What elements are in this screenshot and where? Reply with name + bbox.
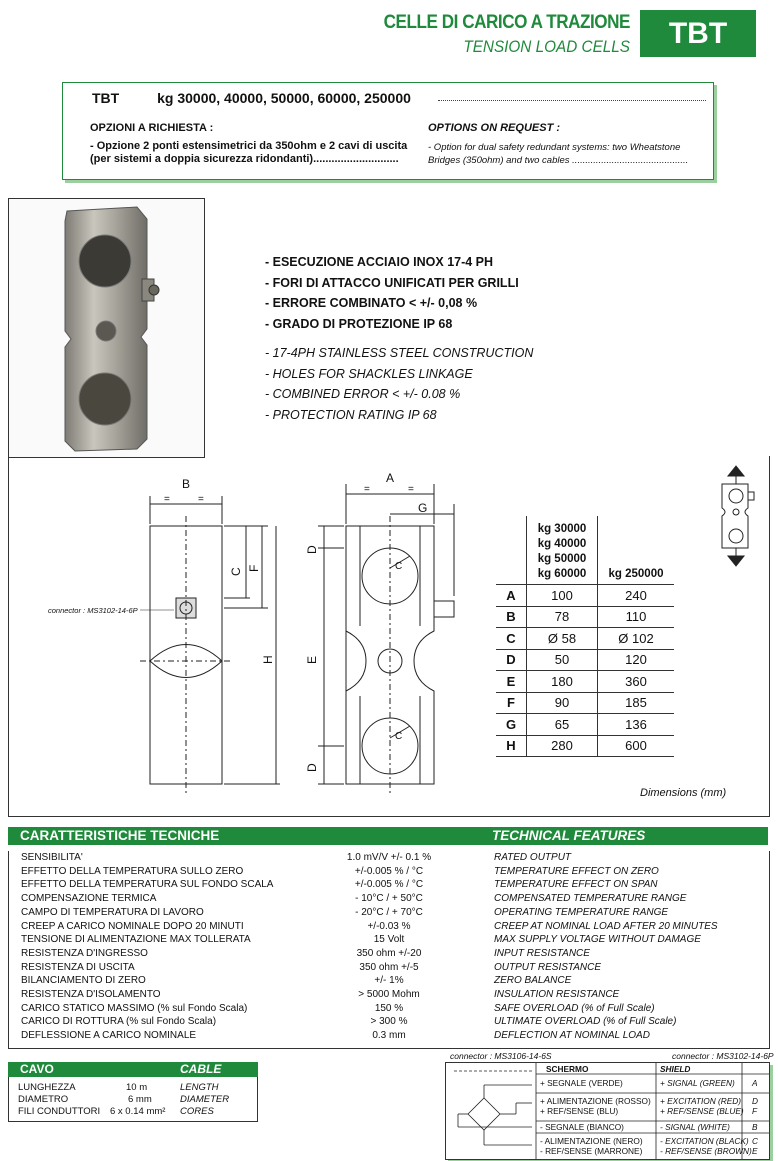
spec-label-en: TEMPERATURE EFFECT ON ZERO (494, 865, 659, 877)
spec-value: 15 Volt (373, 934, 405, 946)
spec-label-it: EFFETTO DELLA TEMPERATURA SUL FONDO SCALA (21, 879, 274, 891)
technical-table (8, 851, 770, 1049)
dim-value: 120 (598, 649, 675, 671)
spec-value: 1.0 mV/V +/- 0.1 % (346, 852, 432, 863)
wire-pin: A (752, 1078, 758, 1088)
cable-heading-it: CAVO (20, 1062, 54, 1076)
dim-row-label: F (496, 692, 527, 714)
dim-value: 78 (527, 606, 598, 628)
equal-mark: = (408, 484, 414, 495)
dim-label-c: C (395, 561, 403, 572)
spec-label-it: RESISTENZA D'INGRESSO (21, 947, 148, 959)
feature-item: - COMBINED ERROR < +/- 0.08 % (265, 387, 461, 401)
cable-heading-en: CABLE (180, 1062, 222, 1076)
spec-label-it: DEFLESSIONE A CARICO NOMINALE (21, 1030, 197, 1042)
cable-label-it: LUNGHEZZA (18, 1082, 76, 1093)
product-code-badge: TBT (640, 10, 756, 57)
options-en-heading: OPTIONS ON REQUEST : (428, 122, 561, 134)
dim-value: 136 (598, 714, 675, 736)
spec-value: - 20°C / + 70°C (355, 906, 423, 918)
features-italian (265, 252, 519, 334)
load-direction-icon (712, 462, 760, 572)
spec-label-en: ZERO BALANCE (494, 975, 572, 987)
wire-label-it: - REF/SENSE (MARRONE) (540, 1146, 643, 1156)
spec-label-en: OUTPUT RESISTANCE (494, 961, 602, 973)
wire-label-en: + SIGNAL (GREEN) (660, 1078, 735, 1088)
spec-label-en: OPERATING TEMPERATURE RANGE (494, 906, 669, 918)
spec-value: - 10°C / + 50°C (355, 893, 423, 905)
dim-label-a: A (386, 471, 395, 485)
spec-value: +/- 1% (374, 975, 404, 987)
dim-value: 185 (598, 692, 675, 714)
spec-value: > 5000 Mohm (358, 989, 420, 1000)
spec-label-it: BILANCIAMENTO DI ZERO (21, 975, 146, 987)
cable-label-it: DIAMETRO (18, 1094, 69, 1105)
model-line (92, 90, 411, 106)
wire-label-it: + REF/SENSE (BLU) (540, 1106, 619, 1116)
product-photo (8, 198, 205, 458)
wire-pin: B (752, 1122, 758, 1132)
equal-mark: = (164, 494, 170, 505)
feature-item: - 17-4PH STAINLESS STEEL CONSTRUCTION (265, 346, 534, 360)
feature-item: - ERRORE COMBINATO < +/- 0,08 % (265, 296, 478, 310)
spec-label-en: MAX SUPPLY VOLTAGE WITHOUT DAMAGE (494, 934, 701, 946)
cable-value: 6 x 0.14 mm² (110, 1106, 166, 1117)
dim-value: 90 (527, 692, 598, 714)
dimension-table (496, 516, 674, 757)
spec-label-it: COMPENSAZIONE TERMICA (21, 893, 157, 905)
side-connector (434, 601, 454, 617)
wire-pin: D (752, 1096, 758, 1106)
wire-label-en: - SIGNAL (WHITE) (660, 1122, 730, 1132)
feature-item: - HOLES FOR SHACKLES LINKAGE (265, 366, 473, 381)
dim-value: 360 (598, 671, 675, 693)
technical-drawing (0, 456, 500, 816)
wire-label-it: - ALIMENTAZIONE (NERO) (540, 1136, 643, 1146)
dim-label-c: C (395, 731, 403, 742)
options-en-text: - Option for dual safety redundant systems: two Wheatstone Bridges (350ohm) and two cables ............................................ (428, 142, 689, 166)
feature-item: - PROTECTION RATING IP 68 (265, 407, 437, 422)
dim-value: 65 (527, 714, 598, 736)
dim-row-label: G (496, 714, 527, 736)
dimensions-unit-note: Dimensions (mm) (640, 787, 727, 799)
spec-label-it: CAMPO DI TEMPERATURA DI LAVORO (21, 906, 204, 918)
connector-label-it: connector : MS3106-14-6S (450, 1051, 552, 1061)
wiring-diagram (445, 1062, 770, 1160)
model-name: TBT (92, 90, 120, 106)
technical-heading-en: TECHNICAL FEATURES (492, 828, 646, 843)
spec-label-it: RESISTENZA D'ISOLAMENTO (21, 989, 161, 1000)
technical-heading-it: CARATTERISTICHE TECNICHE (20, 828, 220, 843)
equal-mark: = (364, 484, 370, 495)
capacity-header: kg 40000 (537, 538, 587, 550)
dim-label-e: E (305, 655, 319, 664)
model-capacities: kg 30000, 40000, 50000, 60000, 250000 (157, 90, 411, 106)
spec-value: +/-0.005 % / °C (354, 879, 424, 891)
dim-label-f: F (247, 564, 261, 572)
dim-label-b: B (182, 477, 191, 491)
cable-label-it: FILI CONDUTTORI (18, 1106, 101, 1117)
dim-value: 50 (527, 649, 598, 671)
cable-label-en: CORES (180, 1106, 214, 1117)
spec-label-it: RESISTENZA DI USCITA (21, 961, 135, 973)
wire-pin: E (752, 1146, 758, 1156)
wire-label-it: + SEGNALE (VERDE) (540, 1078, 623, 1088)
wire-pin: F (752, 1106, 758, 1116)
dim-label-d: D (305, 545, 319, 554)
capacity-header: kg 30000 (537, 523, 587, 535)
spec-value: 0.3 mm (372, 1030, 406, 1042)
dim-row-label: D (496, 649, 527, 671)
dim-value: Ø 58 (527, 628, 598, 650)
feature-item: - ESECUZIONE ACCIAIO INOX 17-4 PH (265, 255, 494, 269)
wire-label-en: - EXCITATION (BLACK) (660, 1136, 749, 1146)
capacity-header: kg 50000 (537, 553, 587, 565)
title-italian: CELLE DI CARICO A TRAZIONE (383, 12, 630, 33)
spec-label-en: DEFLECTION AT NOMINAL LOAD (494, 1030, 650, 1042)
dim-row-label: E (496, 671, 527, 693)
dim-value: 100 (527, 585, 598, 607)
dim-value: Ø 102 (598, 628, 675, 650)
spec-value: > 300 % (370, 1016, 408, 1028)
wire-label-en: + EXCITATION (RED) (660, 1096, 742, 1106)
feature-item: - FORI DI ATTACCO UNIFICATI PER GRILLI (265, 275, 519, 290)
spec-label-en: INSULATION RESISTANCE (494, 989, 620, 1000)
equal-mark: = (198, 494, 204, 505)
wire-label-it: + ALIMENTAZIONE (ROSSO) (540, 1096, 651, 1106)
spec-label-it: CREEP A CARICO NOMINALE DOPO 20 MINUTI (21, 920, 244, 932)
dim-header-group1 (527, 516, 598, 585)
dim-row-label: A (496, 585, 527, 607)
spec-label-en: INPUT RESISTANCE (494, 947, 590, 959)
spec-label-en: TEMPERATURE EFFECT ON SPAN (494, 879, 658, 891)
wire-label-en: + REF/SENSE (BLUE) (660, 1106, 744, 1116)
feature-item: - GRADO DI PROTEZIONE IP 68 (265, 316, 453, 331)
title-english: TENSION LOAD CELLS (463, 37, 630, 56)
cable-label-en: LENGTH (180, 1082, 219, 1093)
spec-value: 150 % (374, 1002, 404, 1014)
spec-value: 350 ohm +/-5 (359, 961, 419, 973)
spec-label-en: RATED OUTPUT (494, 852, 572, 863)
connector-label: connector : MS3102-14-6P (48, 606, 138, 615)
wire-label-en: - REF/SENSE (BROWN) (660, 1146, 752, 1156)
dim-value: 240 (598, 585, 675, 607)
dim-value: 600 (598, 735, 675, 757)
spec-label-en: CREEP AT NOMINAL LOAD AFTER 20 MINUTES (494, 920, 718, 932)
shield-label-en: SHIELD (660, 1064, 691, 1074)
dim-label-c: C (229, 567, 243, 576)
spec-label-it: EFFETTO DELLA TEMPERATURA SULLO ZERO (21, 865, 244, 877)
dim-value: 180 (527, 671, 598, 693)
spec-label-it: CARICO DI ROTTURA (% sul Fondo Scala) (21, 1016, 217, 1028)
dim-label-h: H (261, 655, 275, 664)
spec-label-en: COMPENSATED TEMPERATURE RANGE (494, 893, 687, 905)
dim-row-label: B (496, 606, 527, 628)
leader-dots (438, 100, 706, 101)
cable-value: 10 m (126, 1082, 148, 1093)
spec-label-it: SENSIBILITA' (21, 852, 83, 863)
wire-label-it: - SEGNALE (BIANCO) (540, 1122, 624, 1132)
spec-label-it: CARICO STATICO MASSIMO (% sul Fondo Scala) (21, 1002, 248, 1014)
spec-label-en: SAFE OVERLOAD (% of Full Scale) (494, 1002, 655, 1014)
dim-label-d: D (305, 763, 319, 772)
dim-label-g: G (418, 501, 428, 515)
shield-label-it: SCHERMO (546, 1064, 589, 1074)
dim-value: 110 (598, 606, 675, 628)
spec-value: +/-0.005 % / °C (354, 865, 424, 877)
connector-label-en: connector : MS3102-14-6P (672, 1051, 774, 1061)
spec-label-it: TENSIONE DI ALIMENTAZIONE MAX TOLLERATA (21, 934, 251, 946)
spec-value: 350 ohm +/-20 (356, 947, 422, 959)
dim-row-label: H (496, 735, 527, 757)
dim-value: 280 (527, 735, 598, 757)
dim-row-label: C (496, 628, 527, 650)
options-it-text: - Opzione 2 ponti estensimetrici da 350ohm e 2 cavi di uscita (per sistemi a doppia sicurezza ridondanti)............................ (90, 140, 408, 165)
wheatstone-bridge (468, 1098, 500, 1130)
spec-label-en: ULTIMATE OVERLOAD (% of Full Scale) (494, 1016, 677, 1028)
spec-value: +/-0.03 % (367, 920, 411, 932)
options-it-heading: OPZIONI A RICHIESTA : (90, 122, 214, 134)
cable-value: 6 mm (128, 1094, 152, 1105)
features-english (265, 343, 533, 425)
wire-pin: C (752, 1136, 758, 1146)
dim-header-group2: kg 250000 (598, 516, 675, 585)
cable-label-en: DIAMETER (180, 1094, 230, 1105)
capacity-header: kg 60000 (537, 568, 587, 580)
